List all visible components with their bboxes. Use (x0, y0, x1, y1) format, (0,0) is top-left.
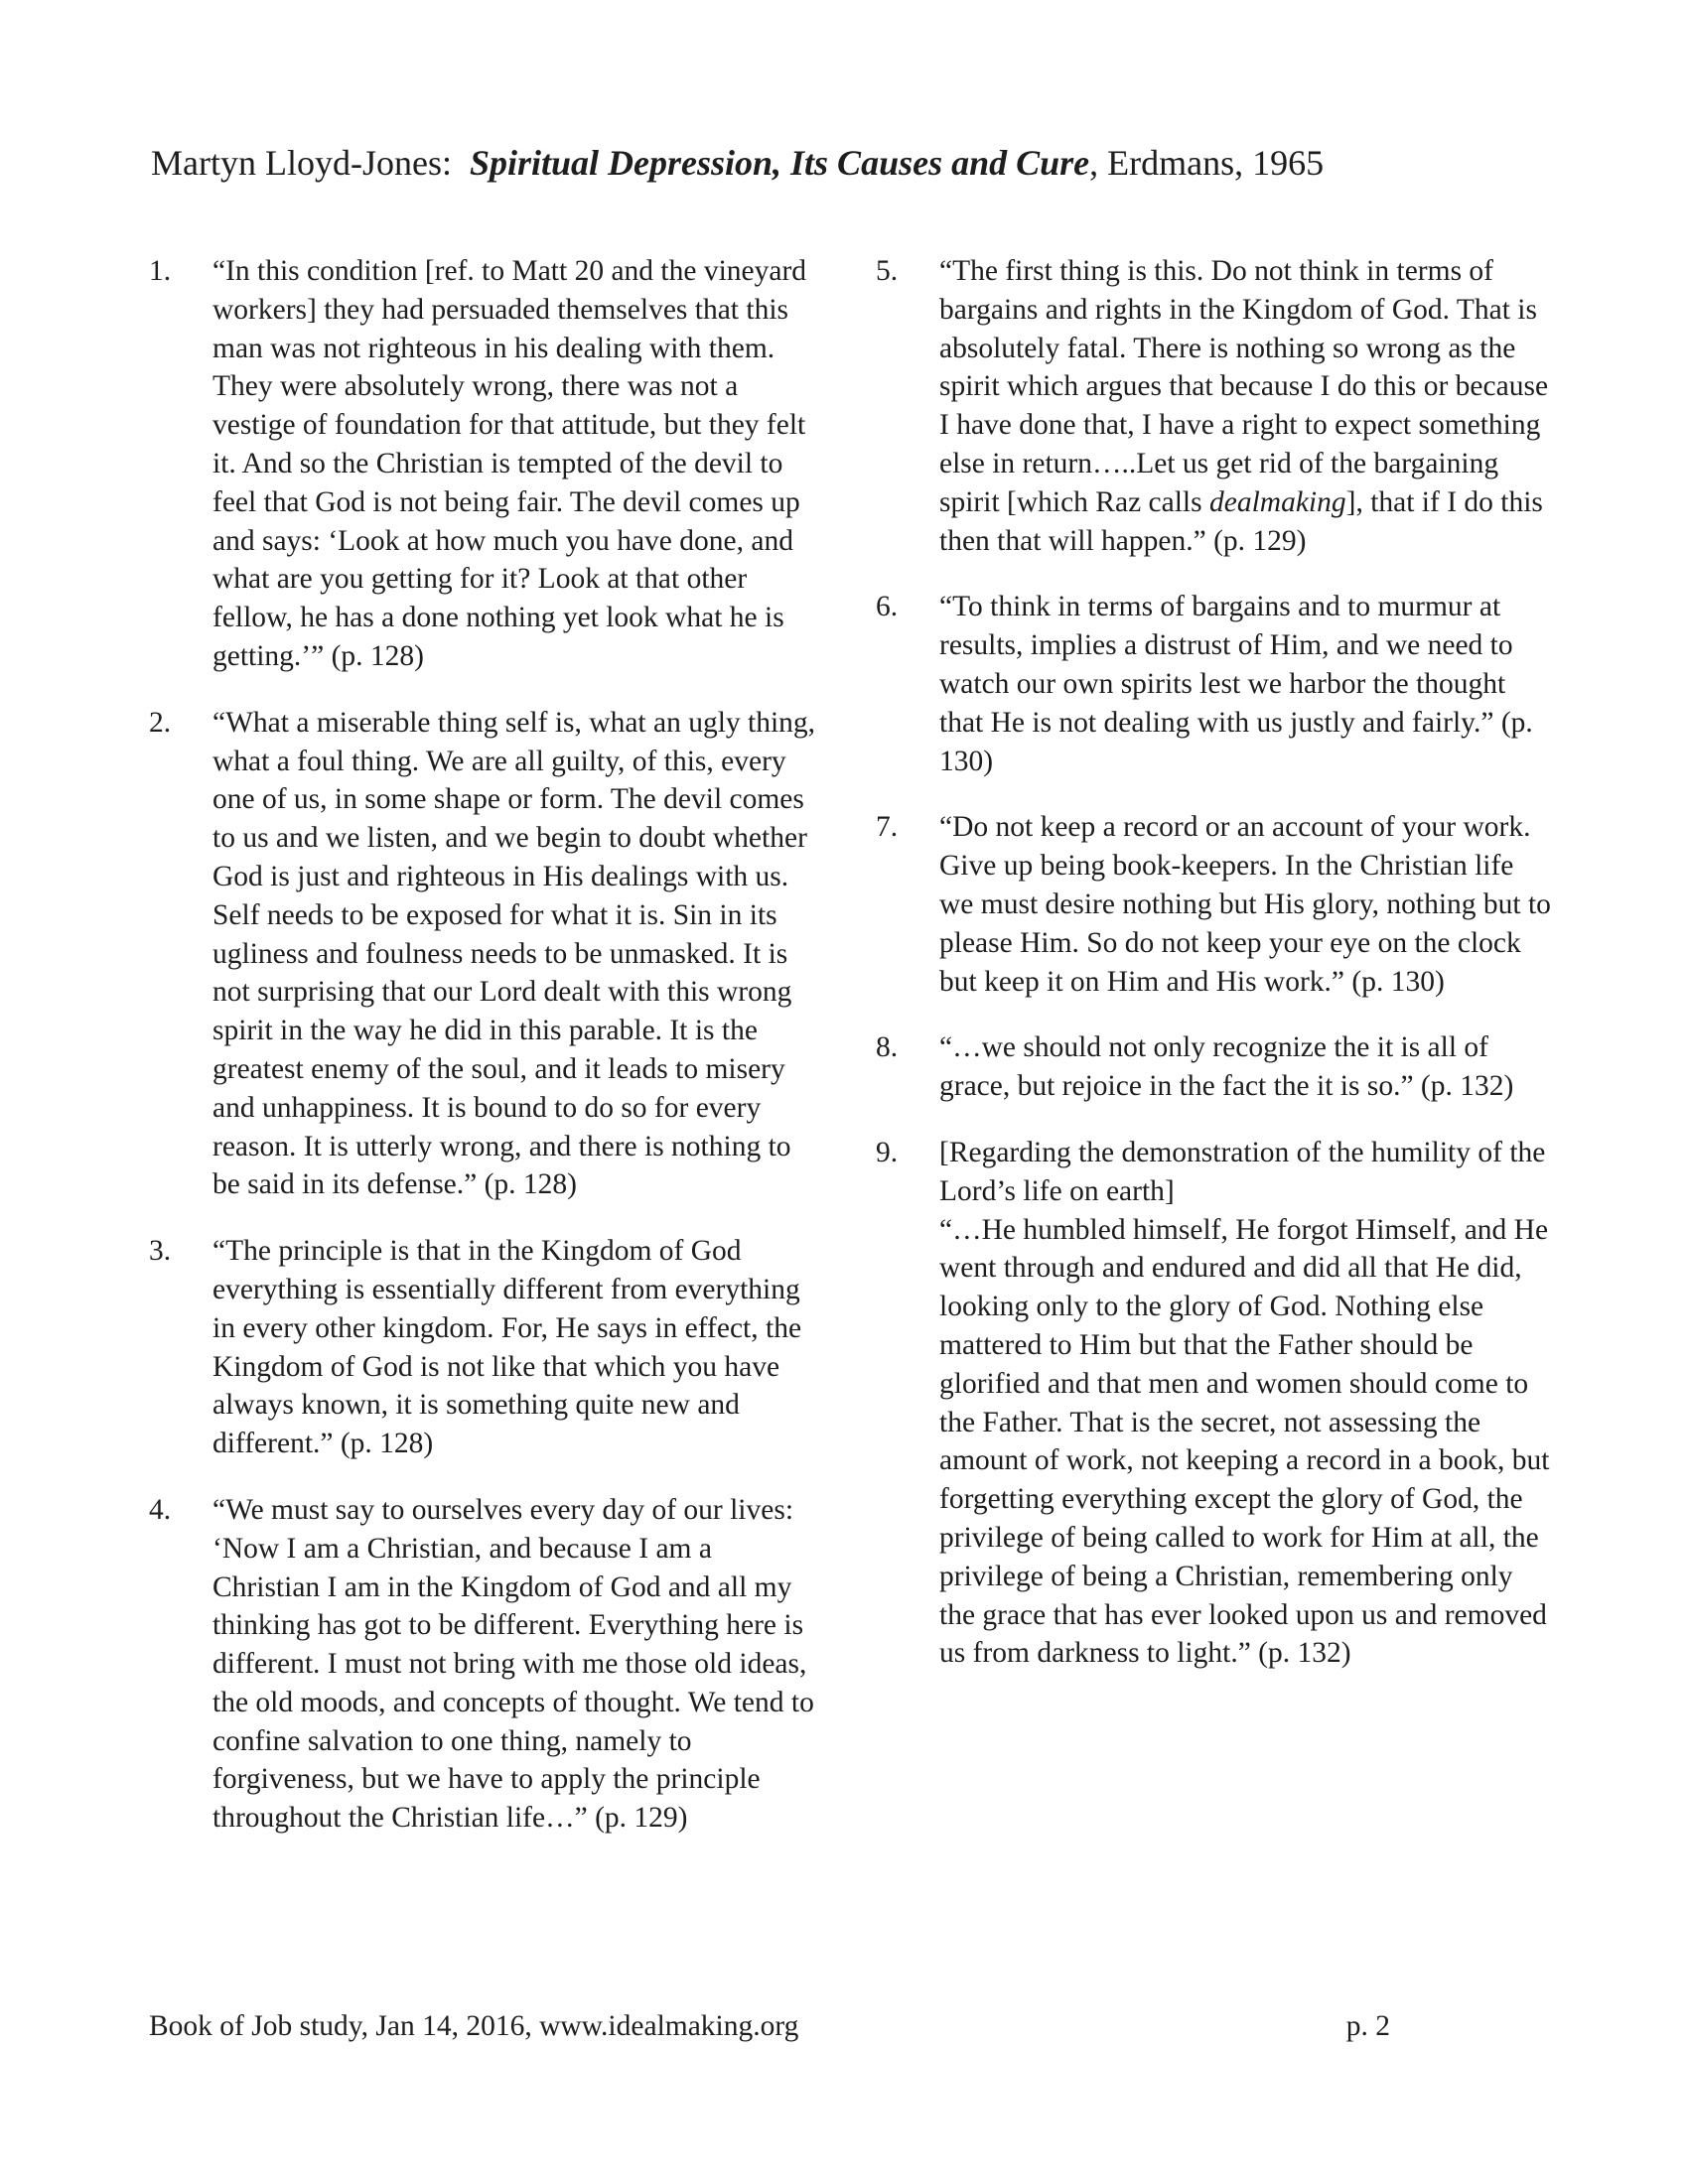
quote-number: 6. (876, 591, 899, 623)
quote-intro: [Regarding the demonstration of the humility of the Lord’s life on earth] (939, 1136, 1546, 1207)
quote-item-2 (149, 704, 824, 1204)
quote-text: “…He humbled himself, He forgot Himself, and He went through and endured and did all that He did, looking only to the glory of God. Nothing else mattered to Him but that the Father should be glorified and that men and women should come to the Father. That is the secret, not assessing the amount of work, not keeping a record in a book, but forgetting everything except the glory of God, the privilege of being called to work for Him at all, the privilege of being a Christian, remembering only the grace that has ever looked upon us and removed us from darkness to light.” (p. 132) (939, 1213, 1550, 1670)
quote-text: “In this condition [ref. to Matt 20 and the vineyard workers] they had persuaded themselves that this man was not righteous in his dealing with them. They were absolutely wrong, there was not a vestige of foundation for that attitude, but they felt it. And so the Christian is tempted of the devil to feel that God is not being fair. The devil comes up and says: ‘Look at how much you have done, and what are you getting for it? Look at that other fellow, he has a done nothing yet look what he is getting.’” (p. 128) (212, 255, 807, 672)
quote-text-after: ], that if I do this then that will happen.” (p. 129) (939, 485, 1543, 557)
book-title: Spiritual Depression, Its Causes and Cure (469, 143, 1090, 183)
quote-number: 5. (876, 255, 899, 287)
author-name: Martyn Lloyd-Jones: (151, 143, 452, 183)
quote-text (939, 252, 1551, 560)
quote-number: 2. (149, 706, 172, 739)
quote-item-5 (876, 252, 1551, 560)
quote-number: 1. (149, 255, 172, 287)
quote-item-4 (149, 1491, 824, 1838)
quote-item-7 (876, 808, 1551, 1001)
quote-item-9 (876, 1134, 1551, 1673)
quote-item-3 (149, 1232, 824, 1463)
quote-item-1 (149, 252, 824, 676)
quote-number: 8. (876, 1031, 899, 1064)
emphasized-word: dealmaking (1208, 485, 1346, 518)
footer-source: Book of Job study, Jan 14, 2016, www.idealmaking.org (149, 2010, 799, 2042)
quote-text: “The principle is that in the Kingdom of God everything is essentially different from everything in every other kingdom. For, He says in effect, the Kingdom of God is not like that which you have always known, it is something quite new and different.” (p. 128) (212, 1235, 802, 1460)
quote-text: “…we should not only recognize the it is all of grace, but rejoice in the fact the it is so.” (p. 132) (939, 1031, 1514, 1103)
quote-item-8 (876, 1028, 1551, 1106)
quote-text: “Do not keep a record or an account of your work. Give up being book-keepers. In the Christian life we must desire nothing but His glory, nothing but to please Him. So do not keep your eye on the clock but keep it on Him and His work.” (p. 130) (939, 811, 1551, 998)
page-number: p. 2 (1345, 2010, 1390, 2042)
quote-text: “We must say to ourselves every day of our lives: ‘Now I am a Christian, and because I am a Christian I am in the Kingdom of God and all my thinking has got to be different. Everything here is different. I must not bring with me those old ideas, the old moods, and concepts of thought. We tend to confine salvation to one thing, namely to forgiveness, but we have to apply the principle throughout the Christian life…” (p. 129) (212, 1493, 814, 1835)
quote-number: 7. (876, 811, 899, 844)
quote-text: “To think in terms of bargains and to murmur at results, implies a distrust of Him, and we need to watch our own spirits lest we harbor the thought that He is not dealing with us justly and fairly.” (p. 130) (939, 591, 1533, 777)
quote-text-before: “The first thing is this. Do not think in terms of bargains and rights in the Kingdom of God. That is absolutely fatal. There is nothing so wrong as the spirit which argues that because I do this or because I have done that, I have a right to expect something else in return…..Let us get rid of the bargaining spirit [which Raz calls (939, 255, 1549, 518)
page-title (151, 139, 1561, 187)
publisher-info: , Erdmans, 1965 (1089, 143, 1325, 183)
quote-number: 9. (876, 1136, 899, 1168)
quote-text: “What a miserable thing self is, what an ugly thing, what a foul thing. We are all guilty, of this, every one of us, in some shape or form. The devil comes to us and we listen, and we begin to doubt whether God is just and righteous in His dealings with us. Self needs to be exposed for what it is. Sin in its ugliness and foulness needs to be unmasked. It is not surprising that our Lord dealt with this wrong spirit in the way he did in this parable. It is the greatest enemy of the soul, and it leads to misery and unhappiness. It is bound to do so for every reason. It is utterly wrong, and there is nothing to be said in its defense.” (p. 128) (212, 706, 816, 1201)
quote-number: 3. (149, 1235, 172, 1268)
left-column (149, 252, 824, 1865)
quote-item-6 (876, 588, 1551, 780)
quote-number: 4. (149, 1493, 172, 1526)
page-footer (149, 2007, 1390, 2045)
right-column (876, 252, 1551, 1701)
